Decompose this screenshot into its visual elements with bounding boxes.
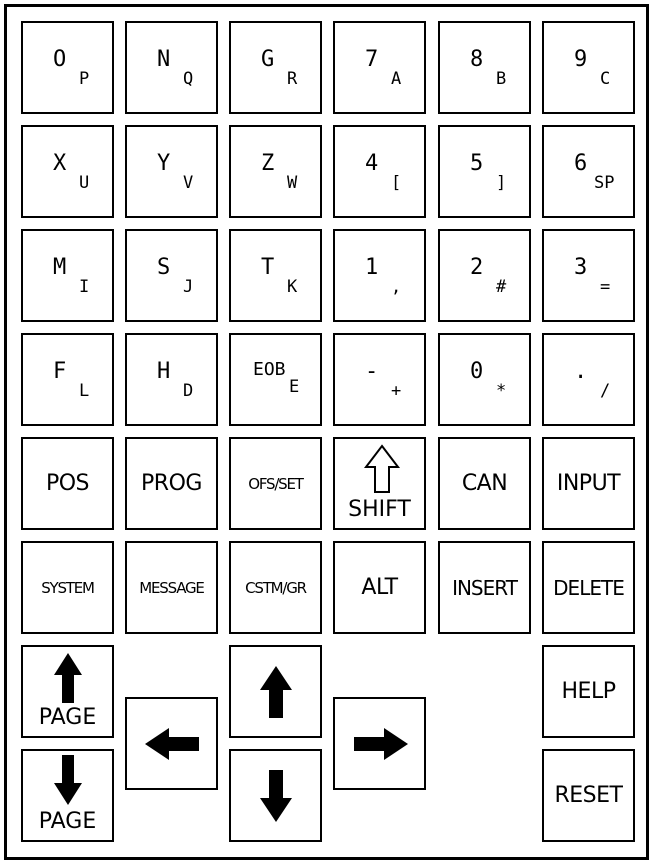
key-0-sub-label: * bbox=[496, 381, 507, 401]
pos-button[interactable] bbox=[21, 437, 114, 530]
key-8-b-sub-label: B bbox=[496, 69, 507, 89]
key-8-b-main-label: 8 bbox=[470, 47, 484, 72]
cstm-gr-button[interactable] bbox=[229, 541, 322, 634]
key-eob-main-label: EOB bbox=[253, 359, 286, 380]
insert-label: INSERT bbox=[452, 575, 517, 600]
system-button[interactable] bbox=[21, 541, 114, 634]
key-n-q[interactable] bbox=[125, 21, 218, 114]
cursor-right-button[interactable] bbox=[333, 697, 426, 790]
key-o-p-main-label: O bbox=[53, 47, 67, 72]
help-label: HELP bbox=[561, 679, 616, 704]
key-3-equals[interactable] bbox=[542, 229, 635, 322]
outline-arrow-up-icon bbox=[362, 443, 402, 495]
key-f-l[interactable] bbox=[21, 333, 114, 426]
key-7-a-main-label: 7 bbox=[365, 47, 379, 72]
shift-button[interactable] bbox=[333, 437, 426, 530]
pos-label: POS bbox=[45, 471, 90, 496]
key-f-l-sub-label: L bbox=[79, 381, 90, 401]
arrow-up-icon bbox=[258, 664, 294, 720]
key-4-main-label: 4 bbox=[365, 151, 379, 176]
key-eob-e[interactable] bbox=[229, 333, 322, 426]
key-m-i-main-label: M bbox=[53, 255, 67, 280]
key-s-j-sub-label: J bbox=[183, 277, 194, 297]
alt-button[interactable] bbox=[333, 541, 426, 634]
key-1-sub-label: , bbox=[391, 277, 402, 297]
key-6-main-label: 6 bbox=[574, 151, 588, 176]
cursor-left-button[interactable] bbox=[125, 697, 218, 790]
key-1-main-label: 1 bbox=[365, 255, 379, 280]
key-s-j[interactable] bbox=[125, 229, 218, 322]
message-button[interactable] bbox=[125, 541, 218, 634]
key-t-k-main-label: T bbox=[261, 255, 275, 280]
key-9-c-main-label: 9 bbox=[574, 47, 588, 72]
page-down-button[interactable] bbox=[21, 749, 114, 842]
key-m-i-sub-label: I bbox=[79, 277, 90, 297]
key-t-k-sub-label: K bbox=[287, 277, 298, 297]
key-t-k[interactable] bbox=[229, 229, 322, 322]
key-minus-plus[interactable] bbox=[333, 333, 426, 426]
ofs-set-button[interactable] bbox=[229, 437, 322, 530]
key-g-r[interactable] bbox=[229, 21, 322, 114]
key-5-main-label: 5 bbox=[470, 151, 484, 176]
arrow-down-icon bbox=[53, 753, 83, 807]
key-6-sub-label: SP bbox=[594, 173, 615, 193]
key-4-lbracket[interactable] bbox=[333, 125, 426, 218]
prog-button[interactable] bbox=[125, 437, 218, 530]
reset-button[interactable] bbox=[542, 749, 635, 842]
key-m-i[interactable] bbox=[21, 229, 114, 322]
alt-label: ALT bbox=[361, 575, 398, 600]
cstm-gr-label: CSTM/GR bbox=[245, 578, 306, 597]
input-label: INPUT bbox=[556, 471, 621, 496]
delete-label: DELETE bbox=[553, 575, 624, 600]
key-minus-main-label: - bbox=[365, 359, 379, 384]
key-dot-main-label: . bbox=[574, 359, 588, 384]
key-7-a-sub-label: A bbox=[391, 69, 402, 89]
key-f-l-main-label: F bbox=[53, 359, 67, 384]
key-s-j-main-label: S bbox=[157, 255, 171, 280]
arrow-down-icon bbox=[258, 768, 294, 824]
arrow-up-icon bbox=[53, 651, 83, 705]
message-label: MESSAGE bbox=[139, 578, 204, 597]
key-dot-sub-label: / bbox=[600, 381, 611, 401]
key-9-c[interactable] bbox=[542, 21, 635, 114]
key-z-w-main-label: Z bbox=[261, 151, 275, 176]
reset-label: RESET bbox=[554, 783, 623, 808]
key-3-sub-label: = bbox=[600, 277, 611, 297]
key-x-u[interactable] bbox=[21, 125, 114, 218]
mdi-keypad-panel bbox=[4, 4, 649, 860]
key-5-sub-label: ] bbox=[496, 173, 507, 193]
insert-button[interactable] bbox=[438, 541, 531, 634]
key-9-c-sub-label: C bbox=[600, 69, 611, 89]
key-y-v-sub-label: V bbox=[183, 173, 194, 193]
key-n-q-sub-label: Q bbox=[183, 69, 194, 89]
key-o-p[interactable] bbox=[21, 21, 114, 114]
key-8-b[interactable] bbox=[438, 21, 531, 114]
help-button[interactable] bbox=[542, 645, 635, 738]
key-2-main-label: 2 bbox=[470, 255, 484, 280]
key-0-star[interactable] bbox=[438, 333, 531, 426]
key-x-u-sub-label: U bbox=[79, 173, 90, 193]
shift-label: SHIFT bbox=[348, 497, 411, 522]
arrow-left-icon bbox=[143, 726, 201, 762]
can-label: CAN bbox=[461, 471, 508, 496]
key-6-sp[interactable] bbox=[542, 125, 635, 218]
key-o-p-sub-label: P bbox=[79, 69, 90, 89]
cursor-down-button[interactable] bbox=[229, 749, 322, 842]
system-label: SYSTEM bbox=[41, 578, 94, 597]
cursor-up-button[interactable] bbox=[229, 645, 322, 738]
ofs-set-label: OFS/SET bbox=[248, 474, 303, 493]
key-7-a[interactable] bbox=[333, 21, 426, 114]
key-2-sub-label: # bbox=[496, 277, 507, 297]
key-y-v[interactable] bbox=[125, 125, 218, 218]
key-x-u-main-label: X bbox=[53, 151, 67, 176]
key-eob-sub-label: E bbox=[289, 377, 300, 397]
key-minus-sub-label: + bbox=[391, 381, 402, 401]
key-z-w[interactable] bbox=[229, 125, 322, 218]
key-2-hash[interactable] bbox=[438, 229, 531, 322]
key-y-v-main-label: Y bbox=[157, 151, 171, 176]
page-up-label: PAGE bbox=[38, 705, 97, 730]
page-up-button[interactable] bbox=[21, 645, 114, 738]
key-h-d[interactable] bbox=[125, 333, 218, 426]
key-5-rbracket[interactable] bbox=[438, 125, 531, 218]
delete-button[interactable] bbox=[542, 541, 635, 634]
key-1-comma[interactable] bbox=[333, 229, 426, 322]
key-4-sub-label: [ bbox=[391, 173, 402, 193]
key-z-w-sub-label: W bbox=[287, 173, 298, 193]
key-3-main-label: 3 bbox=[574, 255, 588, 280]
key-0-main-label: 0 bbox=[470, 359, 484, 384]
key-n-q-main-label: N bbox=[157, 47, 171, 72]
page-down-label: PAGE bbox=[38, 809, 97, 834]
input-button[interactable] bbox=[542, 437, 635, 530]
prog-label: PROG bbox=[141, 471, 202, 496]
key-dot-slash[interactable] bbox=[542, 333, 635, 426]
arrow-right-icon bbox=[352, 726, 410, 762]
key-h-d-sub-label: D bbox=[183, 381, 194, 401]
key-g-r-sub-label: R bbox=[287, 69, 298, 89]
key-h-d-main-label: H bbox=[157, 359, 171, 384]
key-g-r-main-label: G bbox=[261, 47, 275, 72]
can-button[interactable] bbox=[438, 437, 531, 530]
